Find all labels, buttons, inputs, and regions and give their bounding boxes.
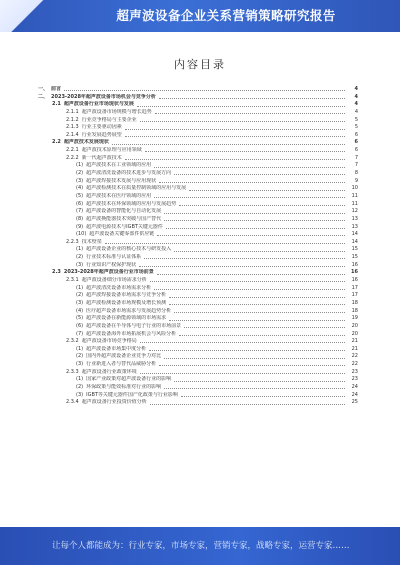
toc-entry-title: 行业主要驱动因素 [81, 124, 122, 131]
toc-entry-page: 6 [354, 139, 358, 146]
toc-entry[interactable] [38, 185, 358, 193]
toc-entry-number: (2) [76, 254, 84, 261]
toc-entry-number: (3) [76, 261, 84, 268]
toc-entry-page: 9 [354, 177, 358, 184]
toc-entry[interactable] [38, 246, 358, 254]
toc-entry-number: (7) [76, 208, 84, 215]
toc-dot-leader [179, 335, 345, 336]
toc-entry-page: 22 [351, 353, 358, 360]
toc-entry-title: 超声波设备在半导体与电子行业的市场前景 [86, 322, 182, 329]
toc-entry-page: 10 [351, 185, 358, 192]
toc-entry-number: 二、 [38, 93, 49, 100]
toc-entry-number: (2) [76, 170, 84, 177]
toc-dot-leader [159, 365, 345, 366]
toc-dot-leader [150, 281, 345, 282]
toc-entry-page: 15 [351, 254, 358, 261]
toc-entry-number: (4) [76, 185, 84, 192]
toc-entry-number: (7) [76, 330, 84, 337]
toc-dot-leader [139, 266, 345, 267]
toc-entry-number: (1) [76, 345, 84, 352]
toc-entry[interactable] [38, 292, 358, 300]
toc-entry-number: 一、 [38, 86, 49, 92]
toc-dot-leader [145, 151, 345, 152]
footer-slogan: 让每个人都能成为：行业专家，市场专家，营销专家，战略专家，运营专家…… [52, 541, 350, 551]
toc-entry-number: (3) [76, 177, 84, 184]
toc-entry-page: 20 [351, 330, 358, 337]
toc-heading: 内容目录 [174, 58, 226, 71]
toc-entry-title: 2023-2028年超声波设备市场机会与竞争分析 [51, 93, 156, 100]
toc-entry-number: 2.1.2 [66, 116, 79, 123]
toc-dot-leader [112, 144, 345, 145]
toc-entry-page: 19 [351, 315, 358, 322]
toc-dot-leader [164, 388, 345, 389]
toc-entry[interactable] [38, 323, 358, 331]
toc-entry-page: 14 [351, 238, 358, 245]
toc-entry-number: (3) [76, 361, 84, 368]
toc-entry-number: 2.1 [52, 101, 61, 108]
toc-entry-page: 16 [351, 261, 358, 268]
toc-entry-page: 4 [354, 108, 358, 115]
toc-dot-leader [174, 312, 345, 313]
toc-entry-title: IGBT等关键元器件国产化政策与行业影响 [86, 391, 178, 398]
toc-entry-page: 23 [351, 368, 358, 375]
toc-entry[interactable] [38, 208, 358, 216]
toc-dot-leader [125, 129, 345, 130]
toc-dot-leader [144, 258, 345, 259]
toc-entry-title: 前言 [51, 86, 62, 92]
toc-entry-title: 新一代超声波技术 [81, 154, 122, 161]
toc-entry-title: 超声波电源技术与IGBT关键元器件 [86, 223, 163, 230]
footer-bar [0, 527, 400, 565]
toc-entry-title: 超声波焊接技术发展与应用现状 [86, 177, 157, 184]
toc-dot-leader [105, 243, 345, 244]
toc-entry[interactable] [38, 392, 358, 400]
toc-entry[interactable] [38, 338, 358, 346]
toc-dot-leader [169, 320, 345, 321]
toc-entry-number: (6) [76, 322, 84, 329]
toc-entry[interactable] [38, 346, 358, 354]
toc-entry-number: 2.1.3 [66, 124, 79, 131]
toc-entry-number: 2.3.4 [66, 399, 79, 406]
toc-entry-page: 20 [351, 322, 358, 329]
toc-entry-number: (3) [76, 391, 84, 398]
toc-entry[interactable] [38, 315, 358, 323]
toc-entry-title: 技术壁垒 [81, 238, 102, 245]
toc-entry-page: 7 [354, 162, 358, 169]
toc-entry[interactable] [38, 269, 358, 277]
toc-entry-page: 7 [354, 154, 358, 161]
toc-entry-title: 超声波换能器技术突破与国产替代 [86, 215, 162, 222]
toc-dot-leader [159, 182, 345, 183]
toc-entry[interactable] [38, 239, 358, 247]
toc-entry-page: 17 [351, 284, 358, 291]
toc-entry[interactable] [38, 300, 358, 308]
toc-entry[interactable] [38, 262, 358, 270]
toc-entry-page: 21 [351, 345, 358, 352]
toc-entry-number: (1) [76, 284, 84, 291]
toc-entry-title: 超声波设备企业的核心技术与研发投入 [86, 246, 172, 253]
toc-entry-title: 环保政策与能效标准对行业的影响 [86, 383, 162, 390]
toc-entry[interactable] [38, 178, 358, 186]
toc-entry-page: 5 [354, 124, 358, 131]
toc-entry-number: (1) [76, 162, 84, 169]
toc-entry-number: 2.3.3 [66, 368, 79, 375]
toc-entry-number: 2.3 [52, 269, 61, 276]
toc-entry-page: 11 [351, 192, 358, 199]
toc-entry[interactable] [38, 361, 358, 369]
toc-entry-title: 超声波设备行业投资价值分析 [81, 399, 147, 406]
toc-entry-title: 国内外超声波设备企业竞争力对比 [86, 353, 162, 360]
toc-entry[interactable] [38, 224, 358, 232]
toc-entry-number: (4) [76, 307, 84, 314]
toc-entry-title: 超声波技术在工业领域的应用 [86, 162, 152, 169]
toc-entry-number: 2.2.3 [66, 238, 79, 245]
toc-entry-number: (6) [76, 200, 84, 207]
toc-dot-leader [184, 327, 345, 328]
toc-entry-page: 4 [354, 86, 358, 92]
toc-entry[interactable] [38, 353, 358, 361]
toc-entry-number: (10) [76, 231, 87, 238]
toc-entry-page: 24 [351, 383, 358, 390]
toc-entry-title: 行业技术标准与认证体系 [86, 254, 142, 261]
toc-dot-leader [166, 228, 345, 229]
toc-entry[interactable] [38, 331, 358, 339]
toc-entry-page: 14 [351, 231, 358, 238]
toc-dot-leader [157, 235, 345, 236]
toc-dot-leader [149, 350, 345, 351]
toc-entry[interactable] [38, 101, 358, 109]
toc-dot-leader [174, 174, 345, 175]
toc-entry-number: 2.3.1 [66, 277, 79, 284]
toc-entry-number: (2) [76, 353, 84, 360]
toc-entry-number: (8) [76, 215, 84, 222]
toc-entry-page: 18 [351, 307, 358, 314]
toc-entry-number: 2.1.4 [66, 131, 79, 138]
toc-entry[interactable] [38, 399, 358, 407]
toc-dot-leader [125, 136, 345, 137]
toc-entry-page: 13 [351, 223, 358, 230]
toc-entry-number: (5) [76, 192, 84, 199]
toc-entry-title: 2023-2028年超声波设备行业市场前景 [63, 269, 154, 276]
toc-entry-title: 超声波检测技术在质量控制领域的应用与发展 [86, 185, 187, 192]
toc-entry-title: 超声波设备细分市场需求分析 [81, 277, 147, 284]
toc-entry-title: 超声波设备市场集中度分析 [86, 345, 147, 352]
toc-entry[interactable] [38, 124, 358, 132]
toc-entry-title: 超声波设备行业政策环境 [81, 368, 137, 375]
toc-entry[interactable] [38, 216, 358, 224]
toc-entry[interactable] [38, 193, 358, 201]
toc-entry[interactable] [38, 376, 358, 384]
toc-dot-leader [157, 274, 345, 275]
toc-entry-number: (1) [76, 376, 84, 383]
toc-entry-number: (9) [76, 223, 84, 230]
toc-entry[interactable] [38, 231, 358, 239]
toc-entry-title: 超声波设备的智能化与自动化发展 [86, 208, 162, 215]
toc-entry-title: 超声波技术原理与应用领域 [81, 147, 142, 154]
toc-dot-leader [154, 289, 345, 290]
toc-entry-title: 超声波技术在医疗领域的应用 [86, 192, 152, 199]
toc-dot-leader [159, 98, 345, 99]
toc-entry-page: 15 [351, 246, 358, 253]
toc-entry-title: 超声波设备在新能源领域的市场需求 [86, 315, 167, 322]
toc-entry-page: 6 [354, 131, 358, 138]
toc-entry-page: 13 [351, 215, 358, 222]
header-accent-shape [0, 0, 46, 32]
toc-entry[interactable] [38, 384, 358, 392]
toc-entry-title: 超声波设备行业市场现状与发展 [63, 101, 134, 108]
toc-dot-leader [164, 213, 345, 214]
toc-entry-page: 22 [351, 361, 358, 368]
toc-dot-leader [150, 404, 345, 405]
toc-entry-page: 16 [351, 277, 358, 284]
toc-dot-leader [169, 297, 345, 298]
toc-dot-leader [164, 358, 345, 359]
toc-dot-leader [181, 396, 345, 397]
toc-dot-leader [164, 220, 345, 221]
toc-entry-title: 超声波技术在环保领域的应用与发展趋势 [86, 200, 177, 207]
toc-entry-number: 2.2.1 [66, 147, 79, 154]
toc-entry-title: 医疗超声设备市场需求与发展趋势分析 [86, 307, 172, 314]
toc-entry-title: 行业竞争格局与主要企业 [81, 116, 137, 123]
toc-entry-title: 行业发展趋势展望 [81, 131, 122, 138]
toc-entry-page: 12 [351, 208, 358, 215]
toc-entry-title: 超声波设备海外市场拓展机会与风险分析 [86, 330, 177, 337]
toc-entry-page: 24 [351, 391, 358, 398]
header-bar [0, 0, 400, 32]
toc-entry[interactable] [38, 155, 358, 163]
toc-dot-leader [174, 381, 345, 382]
toc-dot-leader [125, 159, 345, 160]
toc-dot-leader [64, 90, 345, 91]
toc-entry[interactable] [38, 94, 358, 102]
toc-entry[interactable] [38, 170, 358, 178]
toc-entry-page: 25 [351, 399, 358, 406]
toc-entry[interactable] [38, 132, 358, 140]
report-title: 超声波设备企业关系营销策略研究报告 [116, 8, 336, 23]
toc-entry-title: 行业知识产权保护现状 [86, 261, 137, 268]
toc-entry[interactable] [38, 201, 358, 209]
toc-entry-number: 2.2 [52, 139, 61, 146]
toc-entry-number: (5) [76, 315, 84, 322]
toc-entry-page: 23 [351, 376, 358, 383]
toc-entry-title: 超声波技术发展现状 [63, 139, 109, 146]
toc-dot-leader [140, 121, 345, 122]
toc-entry[interactable] [38, 308, 358, 316]
toc-entry-title: 超声波设备市场竞争格局 [81, 338, 137, 345]
toc-entry-number: 2.2.2 [66, 154, 79, 161]
toc-entry[interactable] [38, 254, 358, 262]
toc-entry-page: 17 [351, 292, 358, 299]
toc-entry-page: 11 [351, 200, 358, 207]
toc-entry-title: 超声波焊接设备市场需求与竞争分析 [86, 292, 167, 299]
toc-dot-leader [154, 167, 345, 168]
table-of-contents [38, 86, 358, 510]
toc-entry-title: 国家产业政策对超声波设备行业的影响 [86, 376, 172, 383]
toc-dot-leader [140, 342, 345, 343]
toc-entry[interactable] [38, 369, 358, 377]
toc-dot-leader [174, 251, 345, 252]
toc-dot-leader [140, 373, 345, 374]
toc-entry-title: 超声波检测设备市场规模及增长预测 [86, 299, 167, 306]
toc-entry-title: 超声波清洗设备市场需求分析 [86, 284, 152, 291]
toc-entry-number: (2) [76, 292, 84, 299]
toc-entry-page: 5 [354, 116, 358, 123]
toc-entry-page: 6 [354, 147, 358, 154]
toc-entry-title: 超声波设备市场规模与增长趋势 [81, 108, 152, 115]
toc-entry-number: (2) [76, 383, 84, 390]
toc-entry-number: 2.1.1 [66, 108, 79, 115]
toc-entry[interactable] [38, 277, 358, 285]
toc-entry[interactable] [38, 147, 358, 155]
toc-entry-title: 超声波设备关键零部件供应链 [89, 231, 155, 238]
toc-dot-leader [155, 113, 345, 114]
toc-entry-page: 21 [351, 338, 358, 345]
toc-entry-title: 超声波清洗设备的技术进步与发展方向 [86, 170, 172, 177]
toc-entry-page: 8 [354, 170, 358, 177]
toc-entry[interactable] [38, 117, 358, 125]
toc-entry-page: 4 [354, 93, 358, 100]
toc-dot-leader [189, 190, 345, 191]
toc-dot-leader [154, 197, 345, 198]
toc-dot-leader [169, 304, 345, 305]
toc-entry[interactable] [38, 109, 358, 117]
toc-entry[interactable] [38, 86, 358, 94]
toc-entry-number: (1) [76, 246, 84, 253]
toc-dot-leader [179, 205, 345, 206]
toc-entry-page: 18 [351, 299, 358, 306]
toc-entry-title: 行业新进入者与替代品威胁分析 [86, 361, 157, 368]
toc-entry-page: 16 [351, 269, 358, 276]
toc-dot-leader [137, 106, 345, 107]
toc-entry-page: 4 [354, 101, 358, 108]
toc-entry-number: 2.3.2 [66, 338, 79, 345]
toc-entry[interactable] [38, 139, 358, 147]
toc-entry[interactable] [38, 285, 358, 293]
toc-entry-number: (3) [76, 299, 84, 306]
toc-entry[interactable] [38, 162, 358, 170]
